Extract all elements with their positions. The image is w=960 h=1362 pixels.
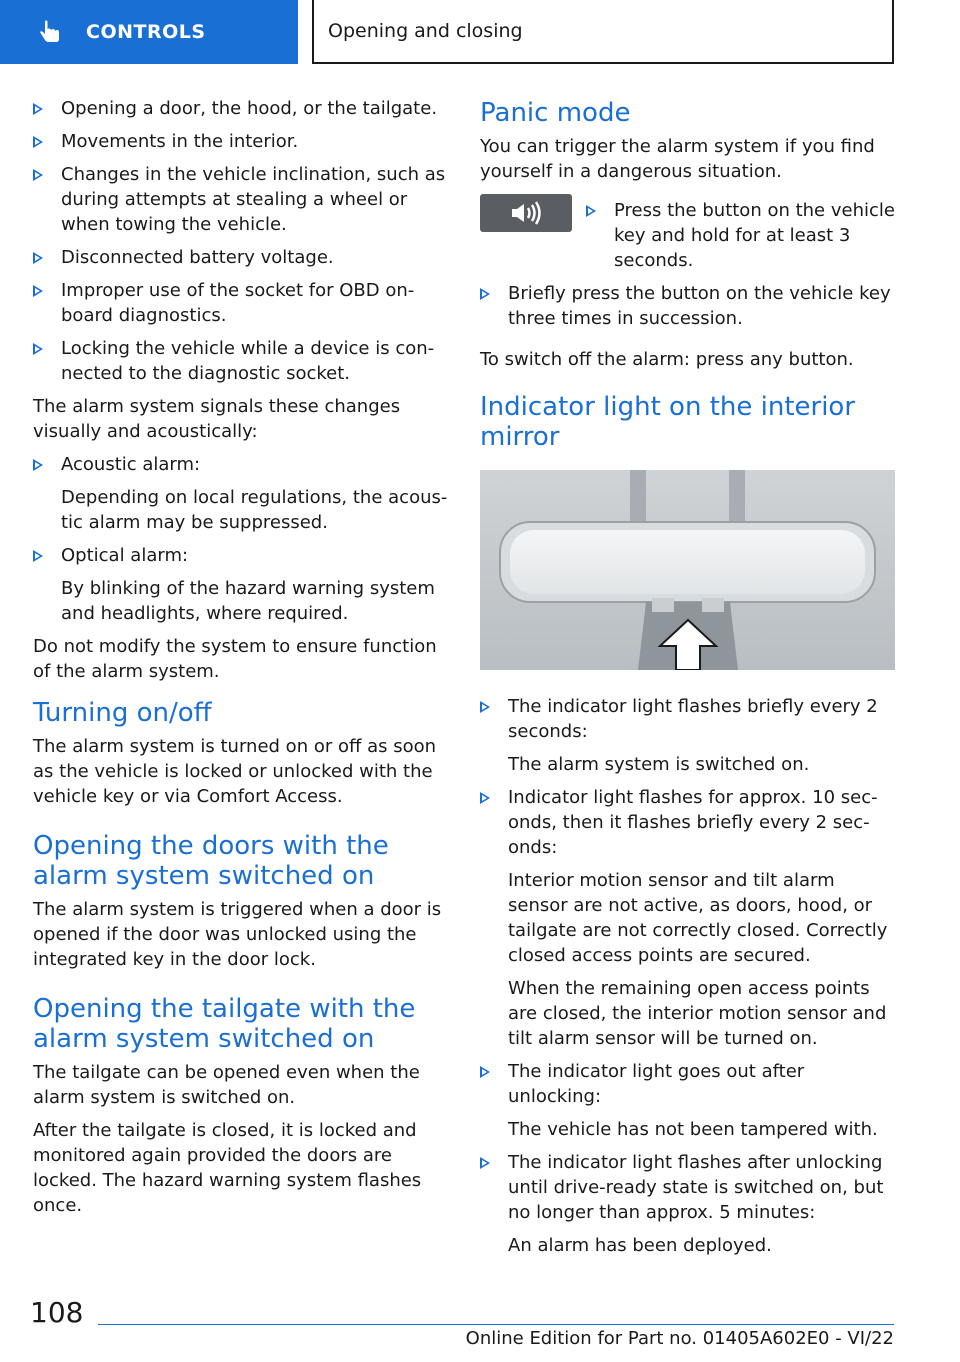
section-tab[interactable]	[0, 0, 298, 64]
tailgate-text-1: The tailgate can be opened even when the alarm system is switched on.	[33, 1062, 420, 1108]
interior-mirror-illustration	[480, 470, 895, 670]
list-item: Press the button on the vehicle key and hold for at least 3 seconds.	[586, 198, 895, 273]
bullet-triangle-icon	[33, 169, 43, 181]
list-item: The indicator light flashes after unlocking until drive-ready state is switched on, but no longer than approx. 5 minutes: An alarm has been deployed.	[480, 1150, 895, 1258]
bullet-triangle-icon	[586, 205, 596, 217]
switch-off-text: To switch off the alarm: press any button.	[480, 349, 854, 370]
breadcrumb	[312, 0, 894, 64]
signals-intro: The alarm system signals these changes visually and acoustically:	[33, 396, 401, 442]
bullet-triangle-icon	[480, 288, 490, 300]
list-item: Movements in the interior.	[33, 129, 448, 154]
bullet-triangle-icon	[480, 701, 490, 713]
heading-indicator-light: Indicator light on the interior mirror	[480, 392, 856, 452]
list-item: Indicator light flashes for approx. 10 seconds, then it flashes briefly every 2 seconds: Interior motion sensor and tilt alarm sensor are not active, as doors, hood, or tailgate are not correctly closed. Correctly closed access points are secured. When the remaining open access points are closed, the interior motion sensor and tilt alarm sensor will be turned on.	[480, 785, 895, 1051]
modify-note: Do not modify the system to ensure function of the alarm system.	[33, 636, 437, 682]
bullet-triangle-icon	[33, 285, 43, 297]
left-column	[33, 96, 448, 1226]
panic-text: You can trigger the alarm system if you find yourself in a dangerous situation.	[480, 136, 875, 182]
list-item: The indicator light flashes briefly every 2 seconds: The alarm system is switched on.	[480, 694, 895, 777]
hand-pointer-icon	[36, 18, 64, 46]
list-item-detail: The vehicle has not been tampered with.	[508, 1119, 878, 1140]
list-item-detail: When the remaining open access points are closed, the interior motion sensor and tilt alarm sensor will be turned on.	[508, 978, 887, 1049]
list-item: Changes in the vehicle inclination, such as during attempts at stealing a wheel or when towing the vehicle.	[33, 162, 448, 237]
bullet-triangle-icon	[480, 792, 490, 804]
list-item: Opening a door, the hood, or the tailgate.	[33, 96, 448, 121]
list-item: Improper use of the socket for OBD on-board diagnostics.	[33, 278, 448, 328]
bullet-triangle-icon	[33, 252, 43, 264]
tailgate-text-2: After the tailgate is closed, it is locked and monitored again provided the doors are locked. The hazard warning system flashes once.	[33, 1120, 422, 1216]
list-item: Locking the vehicle while a device is connected to the diagnostic socket.	[33, 336, 448, 386]
heading-opening-tailgate: Opening the tailgate with the alarm system switched on	[33, 994, 416, 1054]
list-item: Acoustic alarm: Depending on local regulations, the acoustic alarm may be suppressed.	[33, 452, 448, 535]
footer-divider	[98, 1324, 894, 1325]
bullet-triangle-icon	[480, 1157, 490, 1169]
list-item-detail: Interior motion sensor and tilt alarm sensor are not active, as doors, hood, or tailgate are not correctly closed. Correctly closed access points are secured.	[508, 870, 888, 966]
breadcrumb-label: Opening and closing	[328, 20, 523, 42]
bullet-triangle-icon	[480, 1066, 490, 1078]
doors-text: The alarm system is triggered when a door is opened if the door was unlocked using the integrated key in the door lock.	[33, 899, 442, 970]
heading-panic-mode: Panic mode	[480, 98, 631, 128]
bullet-triangle-icon	[33, 343, 43, 355]
bullet-triangle-icon	[33, 103, 43, 115]
list-item: Disconnected battery voltage.	[33, 245, 448, 270]
heading-opening-doors: Opening the doors with the alarm system switched on	[33, 831, 389, 891]
panic-button-icon	[480, 194, 572, 232]
heading-turning-on-off: Turning on/off	[33, 698, 212, 728]
turning-text: The alarm system is turned on or off as soon as the vehicle is locked or unlocked with the vehicle key or via Comfort Access.	[33, 736, 437, 807]
list-item: The indicator light goes out after unlocking: The vehicle has not been tampered with.	[480, 1059, 895, 1142]
list-item-detail: An alarm has been deployed.	[508, 1235, 772, 1256]
page-number: 108	[30, 1296, 84, 1329]
section-title: CONTROLS	[86, 21, 206, 43]
list-item: Optical alarm: By blinking of the hazard warning system and headlights, where required.	[33, 543, 448, 626]
edition-footer: Online Edition for Part no. 01405A602E0 - VI/22	[465, 1328, 894, 1349]
list-item: Briefly press the button on the vehicle key three times in succession.	[480, 281, 895, 331]
right-column	[480, 96, 895, 1266]
panic-key-row	[480, 198, 895, 273]
list-item-detail: The alarm system is switched on.	[508, 754, 810, 775]
bullet-triangle-icon	[33, 550, 43, 562]
list-item-detail: By blinking of the hazard warning system and headlights, where required.	[61, 578, 435, 624]
bullet-triangle-icon	[33, 136, 43, 148]
bullet-triangle-icon	[33, 459, 43, 471]
list-item-detail: Depending on local regulations, the acoustic alarm may be suppressed.	[61, 487, 448, 533]
